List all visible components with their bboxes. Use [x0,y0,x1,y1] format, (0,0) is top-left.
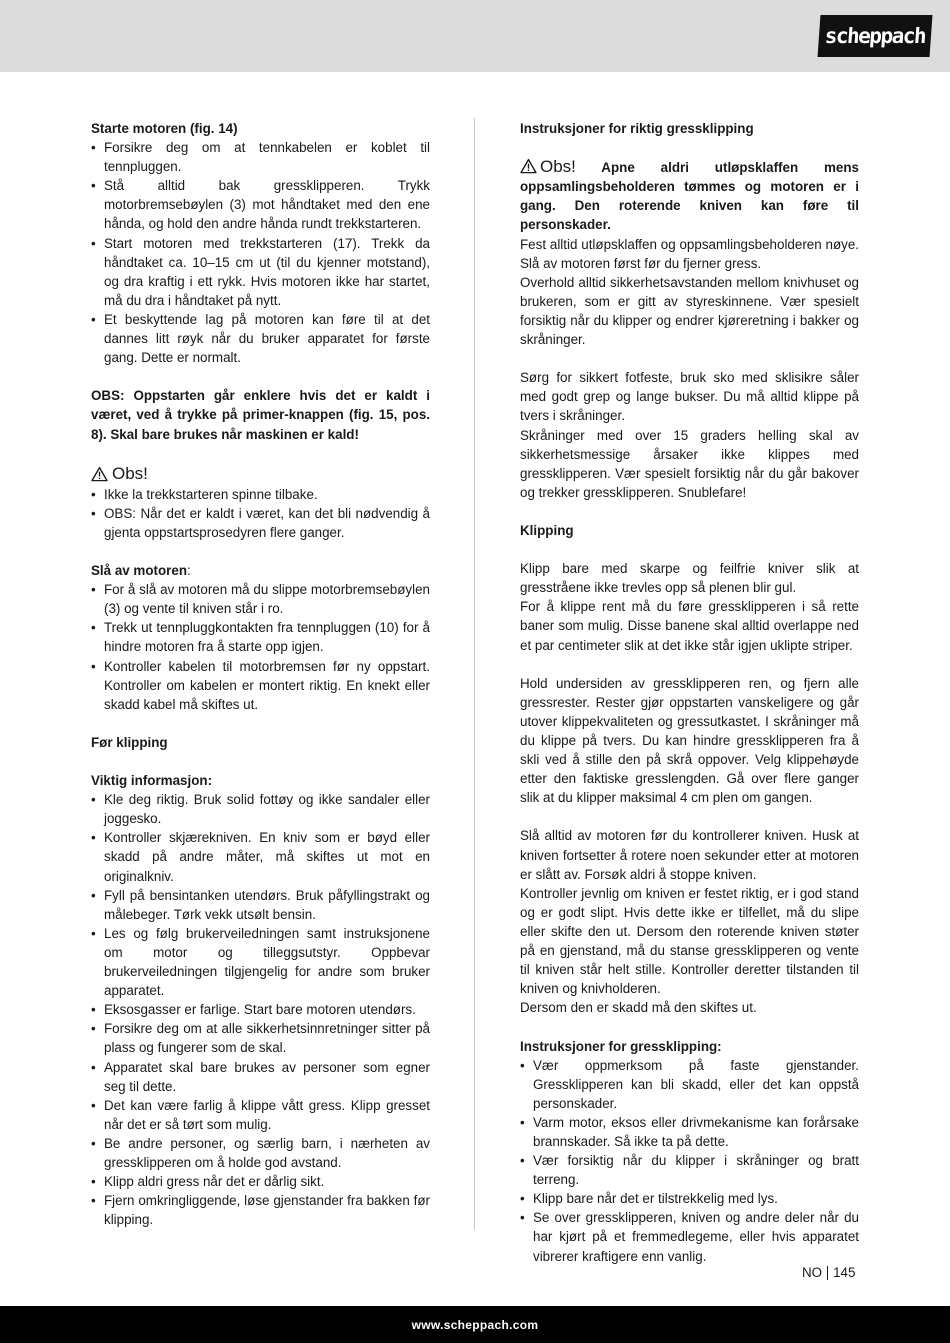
list-item: • Et beskyttende lag på motoren kan føre til at det dannes litt røyk når du bruker apparatet for første gang. Dette er normalt. [91,310,430,367]
right-column [520,119,859,1266]
list-item: • Kontroller kabelen til motorbremsen før ny oppstart. Kontroller om kabelen er montert riktig. En knekt eller skadd kabel må skiftes ut. [91,657,430,714]
list-item: • Kle deg riktig. Bruk solid fottøy og ikke sandaler eller joggesko. [91,790,430,828]
list-item: • Se over gressklipperen, kniven og andre deler når du har kjørt på et fremmedlegeme, eller hvis apparatet vibrerer kraftigere enn vanlig. [520,1208,859,1265]
paragraph: Kontroller jevnlig om kniven er festet riktig, er i god stand og er godt slipt. Hvis dette ikke er tilfellet, må du slipe eller skifte den ut. Dersom den roterende kniven støter på en gjenstand, må du stanse gressklipperen og vente til kniven står helt stille. Kontroller deretter tilstanden til kniven og knivholderen. [520,885,859,997]
important-info-list [91,790,430,1229]
stop-motor-list [91,580,430,714]
cutting-instructions-heading: Instruksjoner for gressklipping: [520,1038,722,1054]
paragraph: Fest alltid utløpsklaffen og oppsamlingsbeholderen nøye. Slå av motoren først før du fjerner gress. [520,236,859,271]
paragraph: Skråninger med over 15 graders helling skal av sikkerhetsmessige årsaker ikke klippes med gressklipperen. Vær spesielt forsiktig når du går bakover og trekker gressklipperen. Snublefare! [520,427,859,500]
warning-heading [91,463,430,485]
list-item: • Vær forsiktig når du klipper i skråninger og bratt terreng. [520,1151,859,1189]
stop-motor-title: Slå av motoren [91,563,187,579]
cutting-heading: Klipping [520,522,574,538]
stop-motor-heading [91,561,430,580]
warning-text: Apne aldri utløpsklaffen mens oppsamlingsbeholderen tømmes og motoren er i gang. Den roterende kniven kan føre til personskader. [520,160,859,233]
before-cutting-heading: Før klipping [91,734,168,750]
list-item: • Klipp aldri gress når det er dårlig sikt. [91,1172,430,1191]
list-item: • Vær oppmerksom på faste gjenstander. Gressklipperen kan bli skadd, eller det kan oppstå personskader. [520,1056,859,1113]
list-item: • Be andre personer, og særlig barn, i nærheten av gressklipperen om å holde god avstand. [91,1134,430,1172]
paragraph: Hold undersiden av gressklipperen ren, og fjern alle gressrester. Rester gjør oppstarten vanskeligere og går utover klippekvaliteten og gressutkastet. I skråninger må du klippe på tvers. Du kan hindre gressklipperen fra å skli ved å stille den på skrå oppover. Velg klippehøyde etter den faktiske gresslengden. Gå over flere ganger slik at du klipper maksimal 4 cm plen om gangen. [520,675,859,806]
list-item: • Ikke la trekkstarteren spinne tilbake. [91,485,430,504]
page-number-separator [827,1266,828,1280]
list-item: • Trekk ut tennpluggkontakten fra tennpluggen (10) for å hindre motoren fra å starte opp igjen. [91,618,430,656]
important-info-heading: Viktig informasjon: [91,773,213,789]
warning-paragraph [520,157,859,234]
list-item: • Apparatet skal bare brukes av personer som egner seg til dette. [91,1058,430,1096]
list-item: • Klipp bare når det er tilstrekkelig med lys. [520,1189,859,1208]
warning-list [91,485,430,542]
column-divider [474,118,475,1230]
list-item: • Varm motor, eksos eller drivmekanisme kan forårsake brannskader. Så ikke ta på dette. [520,1113,859,1151]
stop-motor-colon: : [187,563,191,579]
language-code: NO [802,1265,823,1280]
start-motor-list [91,138,430,367]
list-item: • Stå alltid bak gressklipperen. Trykk motorbremsebøylen (3) mot håndtaket med den ene hånda, og hold den andre hånda rundt trekkstarteren. [91,176,430,233]
warning-triangle-icon [91,466,108,482]
footer-url[interactable]: www.scheppach.com [411,1317,539,1332]
paragraph: For å klippe rent må du føre gressklipperen i så rette baner som mulig. Disse banene skal alltid overlappe ned et par centimeter slik at det ikke står igjen uklipte striper. [520,599,859,653]
left-column [91,119,430,1229]
page-number [802,1265,855,1281]
list-item: • Start motoren med trekkstarteren (17). Trekk da håndtaket ca. 10–15 cm ut (til du kjenner motstand), og dra kraftig i ett rykk. Hvis motoren ikke har startet, må du dra i håndtaket på nytt. [91,234,430,310]
list-item: • Forsikre deg om at alle sikkerhetsinnretninger sitter på plass og fungerer som de skal. [91,1019,430,1057]
list-item: • Fyll på bensintanken utendørs. Bruk påfyllingstrakt og målebeger. Tørk vekk utsølt bensin. [91,886,430,924]
warning-obs-label: Obs! [540,157,576,177]
warning-title: Obs! [112,463,148,483]
header-bar [0,0,950,72]
paragraph: Sørg for sikkert fotfeste, bruk sko med sklisikre såler med godt grep og lange bukser. Du må alltid klippe på tvers i skråninger. [520,370,859,424]
list-item: • Forsikre deg om at tennkabelen er koblet til tennpluggen. [91,138,430,176]
paragraph: Dersom den er skadd må den skiftes ut. [520,1000,757,1016]
cutting-instructions-list [520,1056,859,1266]
page-number-value: 145 [833,1265,856,1280]
primer-note: OBS: Oppstarten går enklere hvis det er kaldt i været, ved å trykke på primer-knappen (fig. 15, pos. 8). Skal bare brukes når maskinen er kald! [91,388,430,442]
list-item: • Les og følg brukerveiledningen samt instruksjonene om motor og tilleggsutstyr. Oppbevar brukerveiledningen tilgjengelig for andre som bruker apparatet. [91,924,430,1000]
list-item: • Det kan være farlig å klippe vått gress. Klipp gresset når det er så tørt som mulig. [91,1096,430,1134]
list-item: • Eksosgasser er farlige. Start bare motoren utendørs. [91,1000,430,1019]
list-item: • OBS: Når det er kaldt i været, kan det bli nødvendig å gjenta oppstartsprosedyren flere ganger. [91,504,430,542]
footer-bar [0,1306,950,1343]
paragraph: Slå alltid av motoren før du kontrollerer kniven. Husk at kniven fortsetter å rotere noen sekunder etter at motoren er slått av. Forsøk aldri å stoppe kniven. [520,828,859,882]
list-item: • Kontroller skjærekniven. En kniv som er bøyd eller skadd på andre måter, må skiftes ut mot en originalkniv. [91,828,430,885]
start-motor-heading: Starte motoren (fig. 14) [91,121,238,136]
warning-triangle-icon [520,158,537,174]
paragraph: Klipp bare med skarpe og feilfrie kniver slik at gresstråene ikke trevles opp så plenen blir gul. [520,561,859,596]
paragraph: Overhold alltid sikkerhetsavstanden mellom knivhuset og brukeren, som er gitt av styreskinnene. Vær spesielt forsiktig når du klipper og endrer kjøreretning i bakker og skråninger. [520,274,859,348]
list-item: • Fjern omkringliggende, løse gjenstander fra bakken før klipping. [91,1191,430,1229]
instructions-heading: Instruksjoner for riktig gressklipping [520,121,754,136]
brand-logo: scheppach [818,15,933,57]
list-item: • For å slå av motoren må du slippe motorbremsebøylen (3) og vente til kniven står i ro. [91,580,430,618]
